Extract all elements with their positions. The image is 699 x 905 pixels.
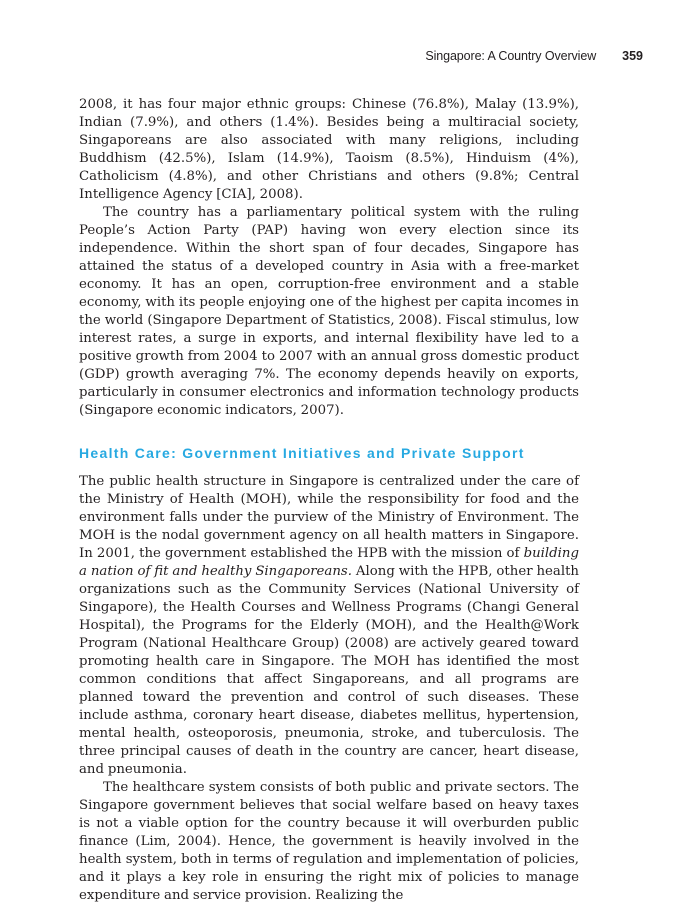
paragraph-public-health — [79, 473, 579, 779]
running-title: Singapore: A Country Overview — [425, 49, 597, 63]
paragraph-healthcare-system: The healthcare system consists of both public and private sectors. The Singapore government believes that social welfare based on heavy taxes is not a viable option for the country because it will overburden public finance (Lim, 2004). Hence, the government is heavily involved in the health system, both in terms of regulation and implementation of policies, and it plays a key role in ensuring the right mix of policies to manage expenditure and service provision. Realizing the — [79, 780, 579, 903]
section-heading: Health Care: Government Initiatives and Private Support — [79, 445, 525, 461]
paragraph-political-system: The country has a parliamentary political system with the ruling People’s Action Party (PAP) having won every election since its independence. Within the short span of four decades, Singapore has attained the status of a developed country in Asia with a free-market economy. It has an open, corruption-free environment and a stable economy, with its people enjoying one of the highest per capita incomes in the world (Singapore Department of Statistics, 2008). Fiscal stimulus, low interest rates, a surge in exports, and internal flexibility have led to a positive growth from 2004 to 2007 with an annual gross domestic product (GDP) growth averaging 7%. The economy depends heavily on exports, particularly in consumer electronics and information technology products (Singapore economic indicators, 2007). — [79, 205, 579, 418]
running-header — [425, 49, 643, 63]
page-body — [79, 96, 579, 905]
hpb-mission-italic: building a nation of fit and healthy Singaporeans. — [79, 546, 579, 579]
page-number: 359 — [622, 49, 643, 63]
paragraph-text-end: Along with the HPB, other health organizations such as the Community Services (National University of Singapore), the Health Courses and Wellness Programs (Changi General Hospital), the Programs for the Elderly (MOH), and the Health@Work Program (National Healthcare Group) (2008) are actively geared toward promoting health care in Singapore. The MOH has identified the most common conditions that affect Singaporeans, and all programs are planned toward the prevention and control of such diseases. These include asthma, coronary heart disease, diabetes mellitus, hypertension, mental health, osteoporosis, pneumonia, stroke, and tuberculosis. The three principal causes of death in the country are cancer, heart disease, and pneumonia. — [79, 564, 579, 777]
paragraph-ethnic-groups: 2008, it has four major ethnic groups: Chinese (76.8%), Malay (13.9%), Indian (7.9%), and others (1.4%). Besides being a multiracial society, Singaporeans are also associated with many religions, including Buddhism (42.5%), Islam (14.9%), Taoism (8.5%), Hinduism (4%), Catholicism (4.8%), and other Christians and others (9.8%; Central Intelligence Agency [CIA], 2008). — [79, 97, 579, 202]
paragraph-text-start: The public health structure in Singapore is centralized under the care of the Ministry of Health (MOH), while the responsibility for food and the environment falls under the purview of the Ministry of Environment. The MOH is the nodal government agency on all health matters in Singapore. In 2001, the government established the HPB with the mission of — [79, 474, 579, 561]
